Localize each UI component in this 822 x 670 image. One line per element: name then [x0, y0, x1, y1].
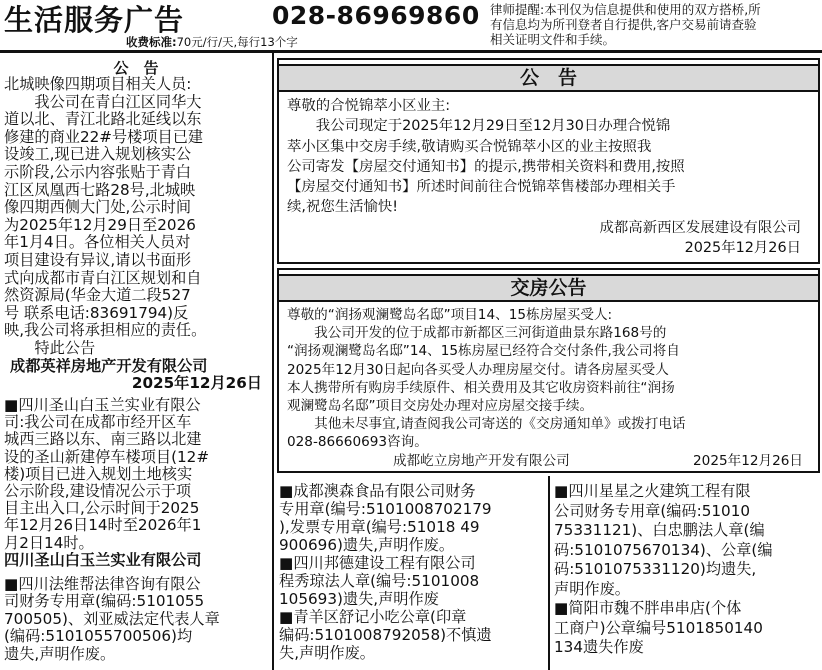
text-line: 公示阶段,建设情况公示于项 — [4, 483, 192, 501]
lost-notices-middle — [279, 482, 547, 662]
lawyer-notice-line: 律师提醒:本刊仅为信息提供和使用的双方搭桥,所 — [490, 2, 761, 17]
signing-date: 2025年12月26日 — [684, 240, 801, 257]
text-line: 续,祝您生活愉快! — [287, 199, 399, 216]
text-line: 北城映像四期项目相关人员: — [4, 76, 192, 93]
text-line: 月2日14时。 — [4, 534, 94, 552]
text-line: 028-86660693咨询。 — [287, 434, 428, 451]
signing-company: 成都屹立房地产开发有限公司 — [393, 452, 570, 469]
text-line: 司:我公司在成都市经开区车 — [4, 414, 192, 432]
text-line: 然资源局(华金大道二段527 — [4, 287, 191, 305]
column-divider-left — [272, 53, 274, 670]
text-line: 专用章(编号:5101008702179 — [279, 500, 492, 518]
hotline-number: 028-86969860 — [272, 1, 480, 30]
text-line: 楼)项目已进入规划土地核实 — [4, 465, 193, 483]
header-divider — [0, 50, 822, 53]
text-line: ■四川圣山白玉兰实业有限公 — [4, 397, 201, 414]
text-line: 示阶段,公示内容张贴于青白 — [4, 163, 192, 181]
text-line: 项目建设有异议,请以书面形 — [4, 251, 192, 269]
text-line: 75331121)、白忠鹏法人章(编 — [554, 521, 765, 539]
text-line: 目主出入口,公示时间于2025 — [4, 500, 200, 518]
text-line: ■青羊区舒记小吃公章(印章 — [279, 608, 467, 626]
text-line: 本人携带所有购房手续原件、相关费用及其它收房资料前往“润扬 — [287, 379, 675, 396]
lost-notices-right — [554, 482, 820, 658]
text-line: ■四川法维帮法律咨询有限公 — [4, 576, 201, 593]
text-line: 我公司在青白江区同华大 — [4, 93, 202, 111]
text-line: 设的圣山新建停车楼项目(12# — [4, 448, 210, 466]
text-line: 公司寄发【房屋交付通知书】的提示,携带相关资料和费用,按照 — [287, 158, 685, 175]
left-notice-title: 公 告 — [113, 59, 159, 77]
fee-standard — [126, 34, 298, 50]
text-line: 年12月26日14时至2026年1 — [4, 517, 202, 535]
lawyer-notice-line: 相关证明文件和手续。 — [490, 32, 616, 47]
lawyer-notice-line: 有信息均为所刊登者自行提供,客户交易前请查验 — [490, 17, 757, 32]
text-line: ),发票专用章(编号:51018 49 — [279, 518, 480, 536]
newspaper-section-title: 生活服务广告 — [4, 3, 185, 37]
text-line: 2025年12月30日起向各买受人办理房屋交付。请各房屋买受人 — [287, 361, 669, 378]
text-line: 其他未尽事宜,请查阅我公司寄送的《交房通知单》或拨打电话 — [287, 416, 686, 433]
text-line: 公司财务专用章(编码:51010 — [554, 501, 751, 520]
text-line: 江区凤凰西七路28号,北城映 — [4, 181, 196, 199]
signing-line — [287, 452, 815, 470]
text-line: 声明作废。 — [554, 579, 630, 598]
text-line: 为2025年12月29日至2026 — [4, 216, 196, 234]
text-line: 特此公告 — [4, 339, 96, 357]
text-line: 遗失,声明作废。 — [4, 645, 116, 663]
text-line: 萃小区集中交房手续,敬请购买合悦锦萃小区的业主按照我 — [287, 138, 652, 155]
text-line: 城西三路以东、南三路以北建 — [4, 431, 202, 449]
fee-label: 收费标准: — [126, 35, 177, 49]
text-line: ■四川邦德建设工程有限公司 — [279, 554, 476, 572]
announcement-2-title: 交房公告 — [279, 274, 818, 302]
signing-company: 成都高新西区发展建设有限公司 — [599, 219, 801, 236]
signing-date: 2025年12月26日 — [131, 375, 262, 393]
text-line: 号 联系电话:83691794)反 — [4, 304, 189, 322]
text-line: (编码:5101055700506)均 — [4, 628, 193, 646]
text-line: 像四期西侧大门处,公示时间 — [4, 199, 192, 217]
text-line: 式向成都市青白江区规划和自 — [4, 269, 202, 287]
left-notice-2 — [4, 397, 270, 569]
text-line: 900696)遗失,声明作废。 — [279, 536, 455, 554]
announcement-1-body — [287, 96, 815, 258]
lawyer-notice — [490, 2, 820, 47]
announcement-1-title: 公 告 — [279, 64, 818, 92]
text-line: 设竣工,现已进入规划核实公 — [4, 146, 192, 164]
text-line: 码:5101075670134)、公章(编 — [554, 540, 773, 559]
text-line: 工商户)公章编号5101850140 — [554, 618, 763, 637]
salutation: 尊敬的合悦锦萃小区业主: — [287, 98, 451, 114]
salutation: 尊敬的“润扬观澜鹭岛名邸”项目14、15栋房屋买受人: — [287, 307, 613, 323]
text-line: 700505)、刘亚威法定代表人章 — [4, 610, 220, 628]
signing-date: 2025年12月26日 — [693, 452, 803, 469]
text-line: 失,声明作废。 — [279, 644, 375, 662]
announcement-2-body — [287, 306, 815, 470]
text-line: 105693)遗失,声明作废 — [279, 590, 439, 608]
column-divider-mid — [548, 476, 550, 670]
text-line: 映,我公司将承担相应的责任。 — [4, 322, 207, 340]
text-line: 编码:5101008792058)不慎遗 — [279, 626, 492, 644]
text-line: 码:5101075331120)均遗失, — [554, 560, 757, 578]
text-line: 我公司开发的位于成都市新都区三河街道曲景东路168号的 — [287, 325, 667, 342]
text-line: “润扬观澜鹭岛名邸”14、15栋房屋已经符合交付条件,我公司将自 — [287, 343, 680, 360]
text-line: 【房屋交付通知书】所述时间前往合悦锦萃售楼部办理相关手 — [287, 179, 676, 196]
text-line: 司财务专用章(编码:5101055 — [4, 593, 205, 611]
text-line: 年1月4日。各位相关人员对 — [4, 234, 191, 252]
text-line: 修建的商业22#号楼项目已建 — [4, 128, 204, 146]
fee-text: 70元/行/天,每行13个字 — [176, 35, 298, 49]
text-line: ■成都澳森食品有限公司财务 — [279, 482, 476, 500]
signing-company: 四川圣山白玉兰实业有限公司 — [4, 551, 202, 569]
text-line: 134遗失作废 — [554, 638, 644, 656]
text-line: 我公司现定于2025年12月29日至12月30日办理合悦锦 — [287, 118, 671, 135]
text-line: 程秀琼法人章(编号:5101008 — [279, 572, 480, 590]
text-line: 观澜鹭岛名邸”项目交房处办理对应房屋交接手续。 — [287, 398, 594, 415]
left-notice-3 — [4, 576, 270, 663]
text-line: ■四川星星之火建筑工程有限 — [554, 482, 751, 500]
left-notice-body — [4, 76, 270, 393]
text-line: 道以北、青江北路北延线以东 — [4, 111, 202, 129]
text-line: ■简阳市魏不胖串串店(个体 — [554, 599, 742, 617]
signing-company: 成都英祥房地产开发有限公司 — [10, 357, 208, 375]
